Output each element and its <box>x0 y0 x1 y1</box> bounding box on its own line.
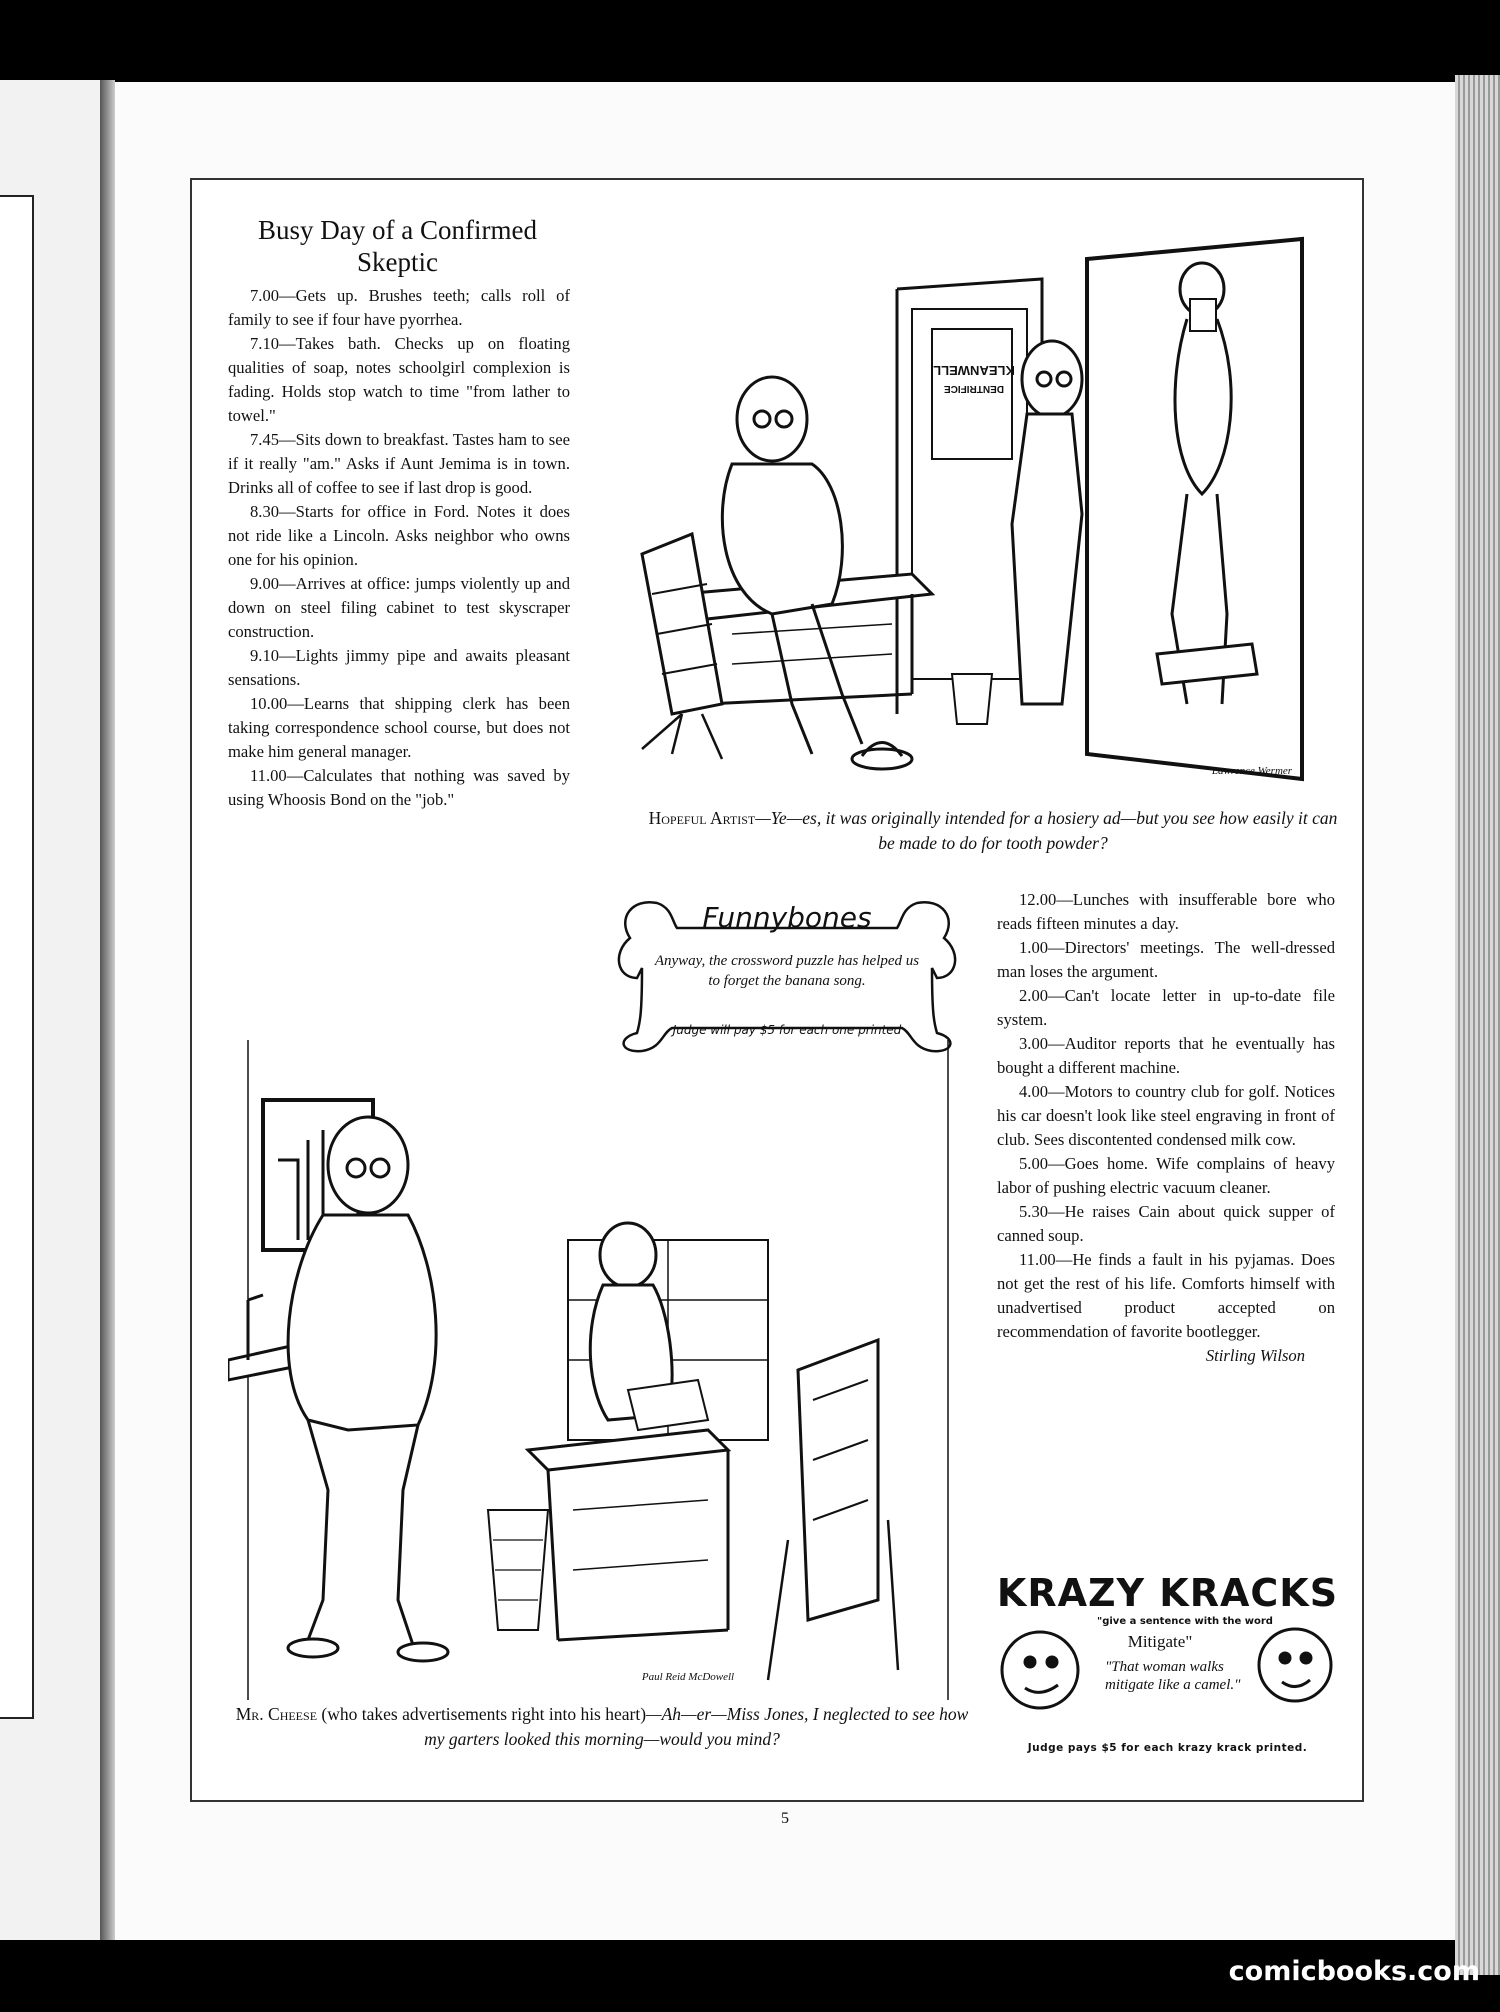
caption-hopeful-artist <box>648 806 1338 856</box>
article-entry: 12.00—Lunches with insufferable bore who reads fifteen minutes a day. <box>997 890 1335 933</box>
article-entry: 7.45—Sits down to breakfast. Tastes ham to see if it really "am." Asks if Aunt Jemima is in town. Drinks all of coffee to see if last drop is good. <box>228 430 570 497</box>
article-entry: 10.00—Learns that shipping clerk has been taking correspondence school course, but does not make him general manager. <box>228 694 570 761</box>
article-byline: Stirling Wilson <box>1205 1346 1305 1365</box>
funnybones-title: Funnybones <box>702 901 872 934</box>
article-title: Busy Day of a Confirmed Skeptic <box>258 215 537 277</box>
caption-speaker: Mr. Cheese <box>235 1704 318 1724</box>
page-number: 5 <box>781 1810 789 1827</box>
cartoon-mr-cheese <box>228 1040 980 1700</box>
caption-speaker: Hopeful Artist <box>648 808 756 828</box>
door-sign-line-1: KLEANWELL <box>933 363 1015 378</box>
watermark: comicbooks.com <box>1228 1956 1480 1987</box>
caption-mr-cheese <box>232 1702 972 1752</box>
krazy-kracks-faces <box>990 1570 1345 1740</box>
krazy-kracks-prompt: "give a sentence with the word <box>1097 1616 1273 1627</box>
funnybones-joke: Anyway, the crossword puzzle has helped us to forget the banana song. <box>654 953 920 989</box>
book-gutter <box>100 80 115 1940</box>
door-sign-line-2: DENTRIFICE <box>944 383 1004 394</box>
krazy-kracks-word: Mitigate" <box>1127 1632 1193 1651</box>
caption-parenthetical: (who takes advertisements right into his heart) <box>321 1704 647 1724</box>
previous-page-edge <box>0 80 100 1940</box>
article-column-left <box>228 284 570 812</box>
krazy-kracks-title: KRAZY KRACKS <box>996 1571 1339 1615</box>
article-entry: 1.00—Directors' meetings. The well-dressed man loses the argument. <box>997 938 1335 981</box>
article-entry: 9.00—Arrives at office: jumps violently up and down on steel filing cabinet to test skyscraper construction. <box>228 574 570 641</box>
article-entry: 9.10—Lights jimmy pipe and awaits pleasant sensations. <box>228 646 570 689</box>
artist-signature: Lawrence Wermer <box>1211 765 1293 777</box>
article-entry: 4.00—Motors to country club for golf. Notices his car doesn't look like steel engraving in front of club. Sees discontented condensed milk cow. <box>997 1082 1335 1149</box>
article-entry: 7.00—Gets up. Brushes teeth; calls roll of family to see if four have pyorrhea. <box>228 286 570 329</box>
article-column-right <box>997 888 1335 1368</box>
article-entry: 3.00—Auditor reports that he eventually has bought a different machine. <box>997 1034 1335 1077</box>
artist-signature: Paul Reid McDowell <box>641 1671 735 1683</box>
article-entry: 8.30—Starts for office in Ford. Notes it does not ride like a Lincoln. Asks neighbor who owns one for his opinion. <box>228 502 570 569</box>
article-entry: 11.00—He finds a fault in his pyjamas. Does not get the rest of his life. Comforts himself with unadvertised product accepted on recommendation of favorite bootlegger. <box>997 1250 1335 1341</box>
caption-text: —Ye—es, it was originally intended for a hosiery ad—but you see how easily it can be made to do for tooth powder? <box>755 808 1338 853</box>
funnybones-box <box>612 893 962 1053</box>
previous-page-frame <box>0 195 34 1719</box>
krazy-kracks-pay-note: Judge pays $5 for each krazy krack printed. <box>1027 1742 1308 1754</box>
article-entry: 5.30—He raises Cain about quick supper of canned soup. <box>997 1202 1335 1245</box>
article-entry: 2.00—Can't locate letter in up-to-date file system. <box>997 986 1335 1029</box>
cartoon-hopeful-artist <box>612 234 1342 794</box>
funnybones-pay-note: Judge will pay $5 for each one printed <box>672 1023 902 1037</box>
caption-text: —Ah—er—Miss Jones, I neglected to see how my garters looked this morning—would you mind? <box>424 1704 969 1749</box>
article-entry: 5.00—Goes home. Wife complains of heavy labor of pushing electric vacuum cleaner. <box>997 1154 1335 1197</box>
krazy-kracks-box <box>990 1570 1345 1760</box>
page-stack-edges <box>1455 75 1500 1975</box>
krazy-kracks-answer: "That woman walks mitigate like a camel." <box>1105 1659 1241 1693</box>
article-entry: 7.10—Takes bath. Checks up on floating qualities of soap, notes schoolgirl complexion is fading. Holds stop watch to time "from lather to towel." <box>228 334 570 425</box>
article-entry: 11.00—Calculates that nothing was saved by using Whoosis Bond on the "job." <box>228 766 570 809</box>
